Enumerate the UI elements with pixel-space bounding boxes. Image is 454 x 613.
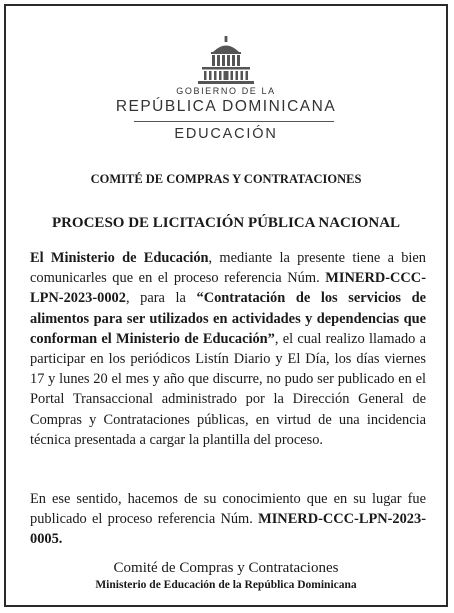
notice-frame [4, 4, 448, 607]
dome-building-icon [196, 36, 256, 84]
paragraph-1-text-a: , mediante la presente tiene a bien comunicarles que en el proceso referencia Núm. [30, 250, 427, 287]
paragraph-2-text: En ese sentido, hacemos de su conocimiento que en su lugar fue publicado el proceso referencia Núm. [30, 491, 426, 528]
logo [6, 36, 446, 84]
paragraph-1 [30, 248, 426, 450]
ministry-name: El Ministerio de Educación [30, 250, 209, 266]
new-reference-number: MINERD-CCC-LPN-2023-0005. [30, 511, 426, 548]
paragraph-1-text-c: , el cual realizo llamado a participar en los periódicos Listín Diario y El Día, los días viernes 17 y lunes 20 el mes y año que discurre, no pudo ser publicado en el Portal Transaccional administrado por la Dirección General de Compras y Contrataciones públicas, en virtud de una incidencia técnica presentada a cargar la plantilla del proceso. [30, 330, 427, 448]
committee-title: COMITÉ DE COMPRAS Y CONTRATACIONES [90, 172, 362, 186]
process-title: “Contratación de los servicios de alimentos para ser utilizados en actividades y dependencias que conforman el Ministerio de Educación” [30, 290, 426, 347]
paragraph-2 [30, 489, 426, 550]
notice-heading: PROCESO DE LICITACIÓN PÚBLICA NACIONAL [51, 215, 401, 231]
reference-number: MINERD-CCC-LPN-2023-0002 [30, 270, 426, 307]
gov-line-3: EDUCACIÓN [174, 126, 278, 142]
gov-line-2: REPÚBLICA DOMINICANA [115, 98, 337, 115]
divider [134, 121, 334, 122]
signature-line-1: Comité de Compras y Contrataciones [113, 560, 339, 576]
paragraph-1-text-b: , para la [125, 290, 197, 307]
gov-line-1: GOBIERNO DE LA [176, 86, 276, 96]
signature-line-2: Ministerio de Educación de la República Dominicana [95, 579, 357, 591]
